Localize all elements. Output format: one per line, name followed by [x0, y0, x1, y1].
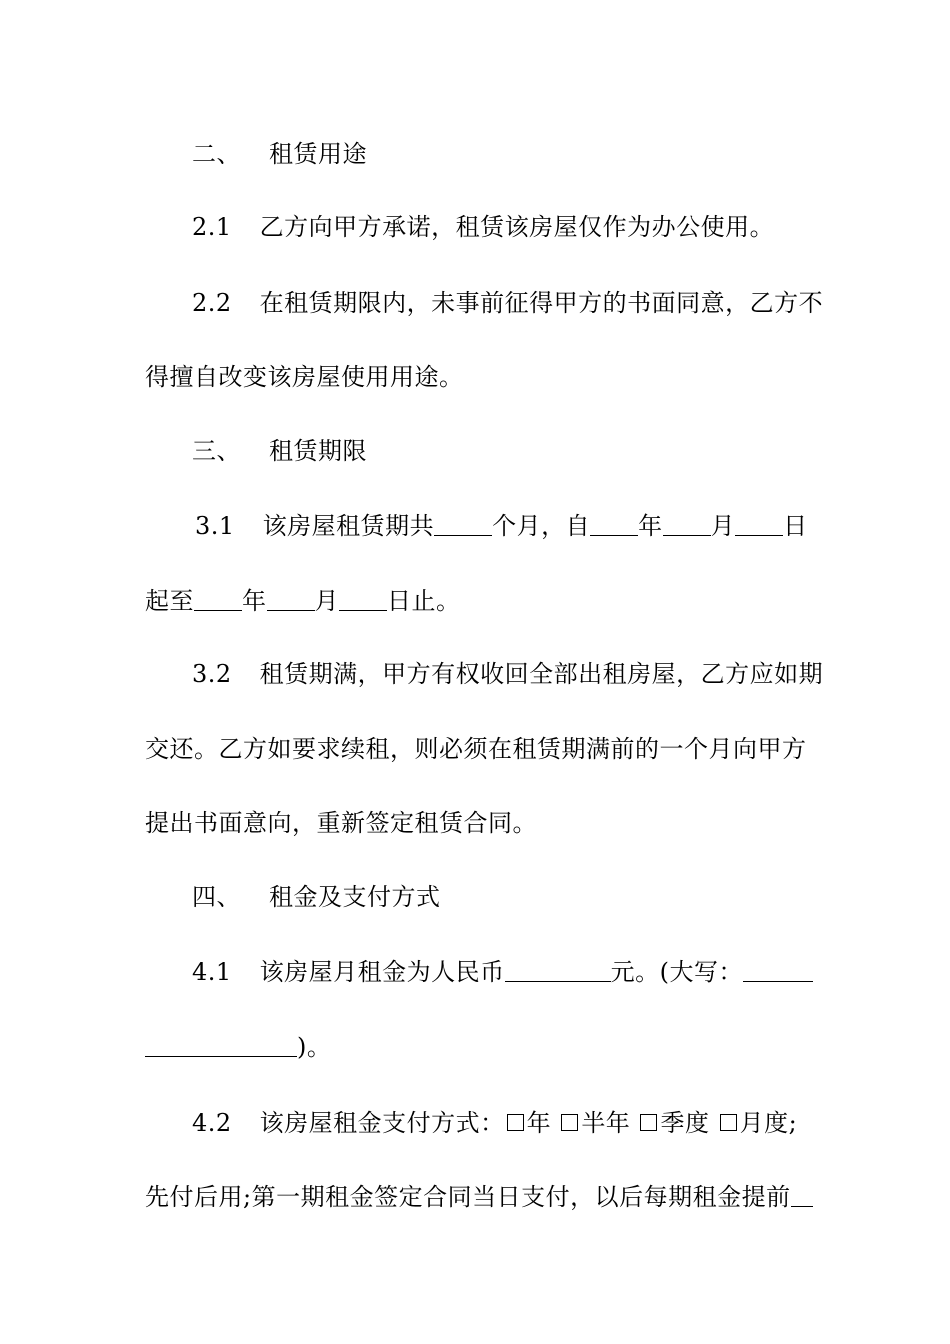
clause-3-1	[195, 509, 860, 543]
blank-end-day[interactable]	[339, 586, 387, 611]
option-year-label: 年	[526, 1109, 552, 1137]
clause-number: 3.2	[192, 660, 232, 688]
clause-text: 该房屋租赁期共	[262, 512, 435, 540]
checkbox-quarter[interactable]	[640, 1114, 657, 1131]
blank-end-year[interactable]	[194, 586, 242, 611]
clause-text: 日止。	[387, 587, 461, 615]
blank-end-month[interactable]	[267, 586, 315, 611]
clause-number: 3.1	[195, 512, 235, 540]
clause-3-2	[192, 657, 857, 691]
clause-number: 2.1	[192, 213, 232, 241]
clause-text: 乙方向甲方承诺，租赁该房屋仅作为办公使用。	[259, 213, 775, 241]
blank-rent-words[interactable]	[743, 957, 813, 982]
blank-rent-words-cont[interactable]	[145, 1032, 297, 1057]
blank-months[interactable]	[434, 511, 492, 536]
clause-text: 该房屋租金支付方式：	[259, 1109, 505, 1137]
option-month-label: 月度;	[739, 1109, 798, 1137]
clause-4-1-continuation	[145, 1030, 810, 1064]
section-title: 租金及支付方式	[269, 883, 441, 911]
clause-text: 日	[783, 512, 808, 540]
clause-text: 该房屋月租金为人民币	[259, 958, 505, 986]
blank-advance-days[interactable]	[791, 1182, 813, 1207]
clause-text: 元。(大写：	[610, 958, 744, 986]
checkbox-month[interactable]	[720, 1114, 737, 1131]
blank-rent-amount[interactable]	[505, 957, 611, 982]
clause-3-2-continuation-1: 交还。乙方如要求续租，则必须在租赁期满前的一个月向甲方	[145, 735, 807, 763]
clause-number: 4.2	[192, 1109, 232, 1137]
option-quarter-label: 季度	[660, 1109, 710, 1137]
clause-4-2	[192, 1106, 857, 1140]
section-4-heading	[192, 880, 857, 914]
clause-4-1	[192, 955, 857, 989]
clause-3-1-continuation	[145, 584, 810, 618]
blank-start-day[interactable]	[735, 511, 783, 536]
clause-text: 个月，自	[492, 512, 591, 540]
section-number: 四、	[192, 883, 241, 911]
clause-text: 先付后用;第一期租金签定合同当日支付，以后每期租金提前	[145, 1183, 791, 1211]
option-half-year-label: 半年	[581, 1109, 631, 1137]
section-title: 租赁用途	[269, 140, 367, 168]
clause-text: )。	[297, 1033, 332, 1061]
section-number: 三、	[192, 437, 241, 465]
clause-text: 起至	[145, 587, 194, 615]
section-2-heading	[192, 137, 857, 171]
section-title: 租赁期限	[269, 437, 367, 465]
clause-text: 在租赁期限内，未事前征得甲方的书面同意，乙方不	[259, 289, 824, 317]
checkbox-year[interactable]	[507, 1114, 524, 1131]
clause-text: 月	[710, 512, 736, 540]
clause-2-2-continuation: 得擅自改变该房屋使用用途。	[145, 363, 464, 391]
clause-text: 租赁期满，甲方有权收回全部出租房屋，乙方应如期	[259, 660, 824, 688]
section-number: 二、	[192, 140, 241, 168]
clause-text: 月	[314, 587, 339, 615]
section-3-heading	[192, 434, 857, 468]
clause-4-2-continuation	[145, 1180, 810, 1214]
checkbox-half-year[interactable]	[561, 1114, 578, 1131]
clause-text: 年	[638, 512, 663, 540]
blank-start-year[interactable]	[590, 511, 638, 536]
clause-2-2	[192, 286, 857, 320]
clause-number: 4.1	[192, 958, 232, 986]
clause-text: 年	[242, 587, 267, 615]
clause-number: 2.2	[192, 289, 232, 317]
clause-3-2-continuation-2: 提出书面意向，重新签定租赁合同。	[145, 809, 537, 837]
clause-2-1	[192, 210, 857, 244]
blank-start-month[interactable]	[663, 511, 711, 536]
